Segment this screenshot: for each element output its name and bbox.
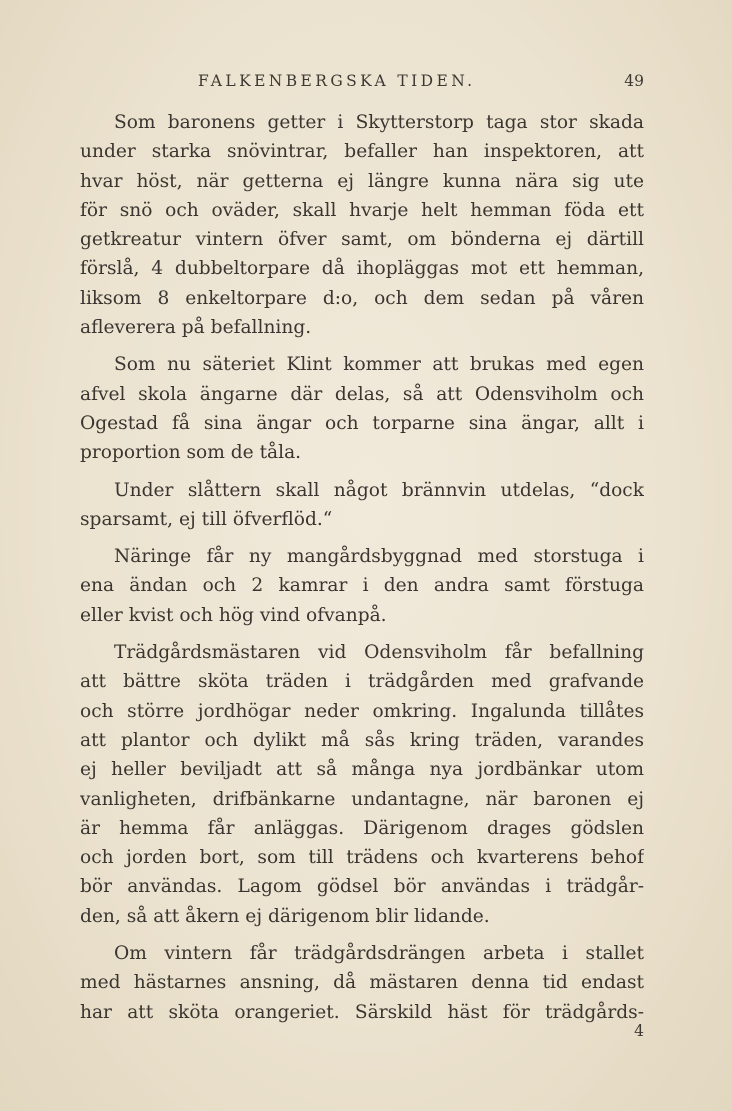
text-line: proportion som de tåla. bbox=[80, 442, 302, 464]
text-line: Om vintern får trädgårdsdrängen arbeta i stallet bbox=[114, 943, 644, 965]
text-line: eller kvist och hög vind ofvanpå. bbox=[80, 604, 387, 626]
text-line: är hemma får anläggas. Därigenom drages gödslen bbox=[80, 817, 644, 839]
text-line: har att sköta orangeriet. Särskild häst för trädgårds- bbox=[80, 1001, 644, 1023]
body-text bbox=[80, 108, 644, 1027]
signature-mark: 4 bbox=[634, 1022, 644, 1040]
text-line: Trädgårdsmästaren vid Odensviholm får befallning bbox=[114, 642, 644, 664]
text-line: och jorden bort, som till trädens och kvarterens behof bbox=[80, 847, 644, 869]
paragraph-slattern bbox=[80, 476, 644, 535]
text-line: ej heller beviljadt att så många nya jordbänkar utom bbox=[80, 759, 644, 781]
text-line: Som baronens getter i Skytterstorp taga stor skada bbox=[114, 112, 644, 133]
paragraph-tradgard bbox=[80, 638, 644, 931]
text-line: för snö och oväder, skall hvarje helt hemman föda ett bbox=[80, 199, 644, 221]
text-line: Ogestad få sina ängar och torparne sina ängar, allt i bbox=[80, 412, 644, 434]
text-line: afleverera på befallning. bbox=[80, 317, 312, 339]
running-title: FALKENBERGSKA TIDEN. bbox=[198, 72, 476, 90]
running-head bbox=[80, 72, 644, 96]
text-line: Under slåttern skall något brännvin utdelas, “dock bbox=[114, 479, 644, 501]
text-line: hvar höst, när getterna ej längre kunna nära sig ute bbox=[80, 170, 644, 192]
text-line: Näringe får ny mangårdsbyggnad med storstuga i bbox=[114, 546, 644, 568]
paragraph-naringe bbox=[80, 542, 644, 630]
text-line: förslå, 4 dubbeltorpare då ihopläggas mot ett hemman, bbox=[80, 258, 644, 280]
paragraph-vintern bbox=[80, 939, 644, 1027]
text-line: getkreatur vintern öfver samt, om bönderna ej därtill bbox=[80, 229, 644, 251]
paragraph-goats bbox=[80, 108, 644, 342]
text-line: sparsamt, ej till öfverflöd.“ bbox=[80, 508, 333, 530]
paragraph-klint bbox=[80, 350, 644, 467]
text-line: att plantor och dylikt må sås kring träden, varandes bbox=[80, 729, 644, 751]
text-line: liksom 8 enkeltorpare d:o, och dem sedan på våren bbox=[80, 287, 644, 309]
text-line: bör användas. Lagom gödsel bör användas i trädgår- bbox=[80, 876, 644, 898]
text-line: Som nu säteriet Klint kommer att brukas med egen bbox=[114, 354, 644, 376]
text-line: ena ändan och 2 kamrar i den andra samt förstuga bbox=[80, 575, 644, 597]
text-line: den, så att åkern ej därigenom blir lidande. bbox=[80, 905, 490, 927]
text-line: afvel skola ängarne där delas, så att Odensviholm och bbox=[80, 383, 644, 405]
text-line: vanligheten, drifbänkarne undantagne, när baronen ej bbox=[80, 788, 644, 810]
page-number: 49 bbox=[624, 72, 644, 90]
text-line: med hästarnes ansning, då mästaren denna tid endast bbox=[80, 972, 644, 994]
text-line: under starka snövintrar, befaller han inspektoren, att bbox=[80, 141, 644, 163]
text-line: och större jordhögar neder omkring. Ingalunda tillåtes bbox=[80, 700, 644, 722]
text-line: att bättre sköta träden i trädgården med grafvande bbox=[80, 671, 644, 693]
